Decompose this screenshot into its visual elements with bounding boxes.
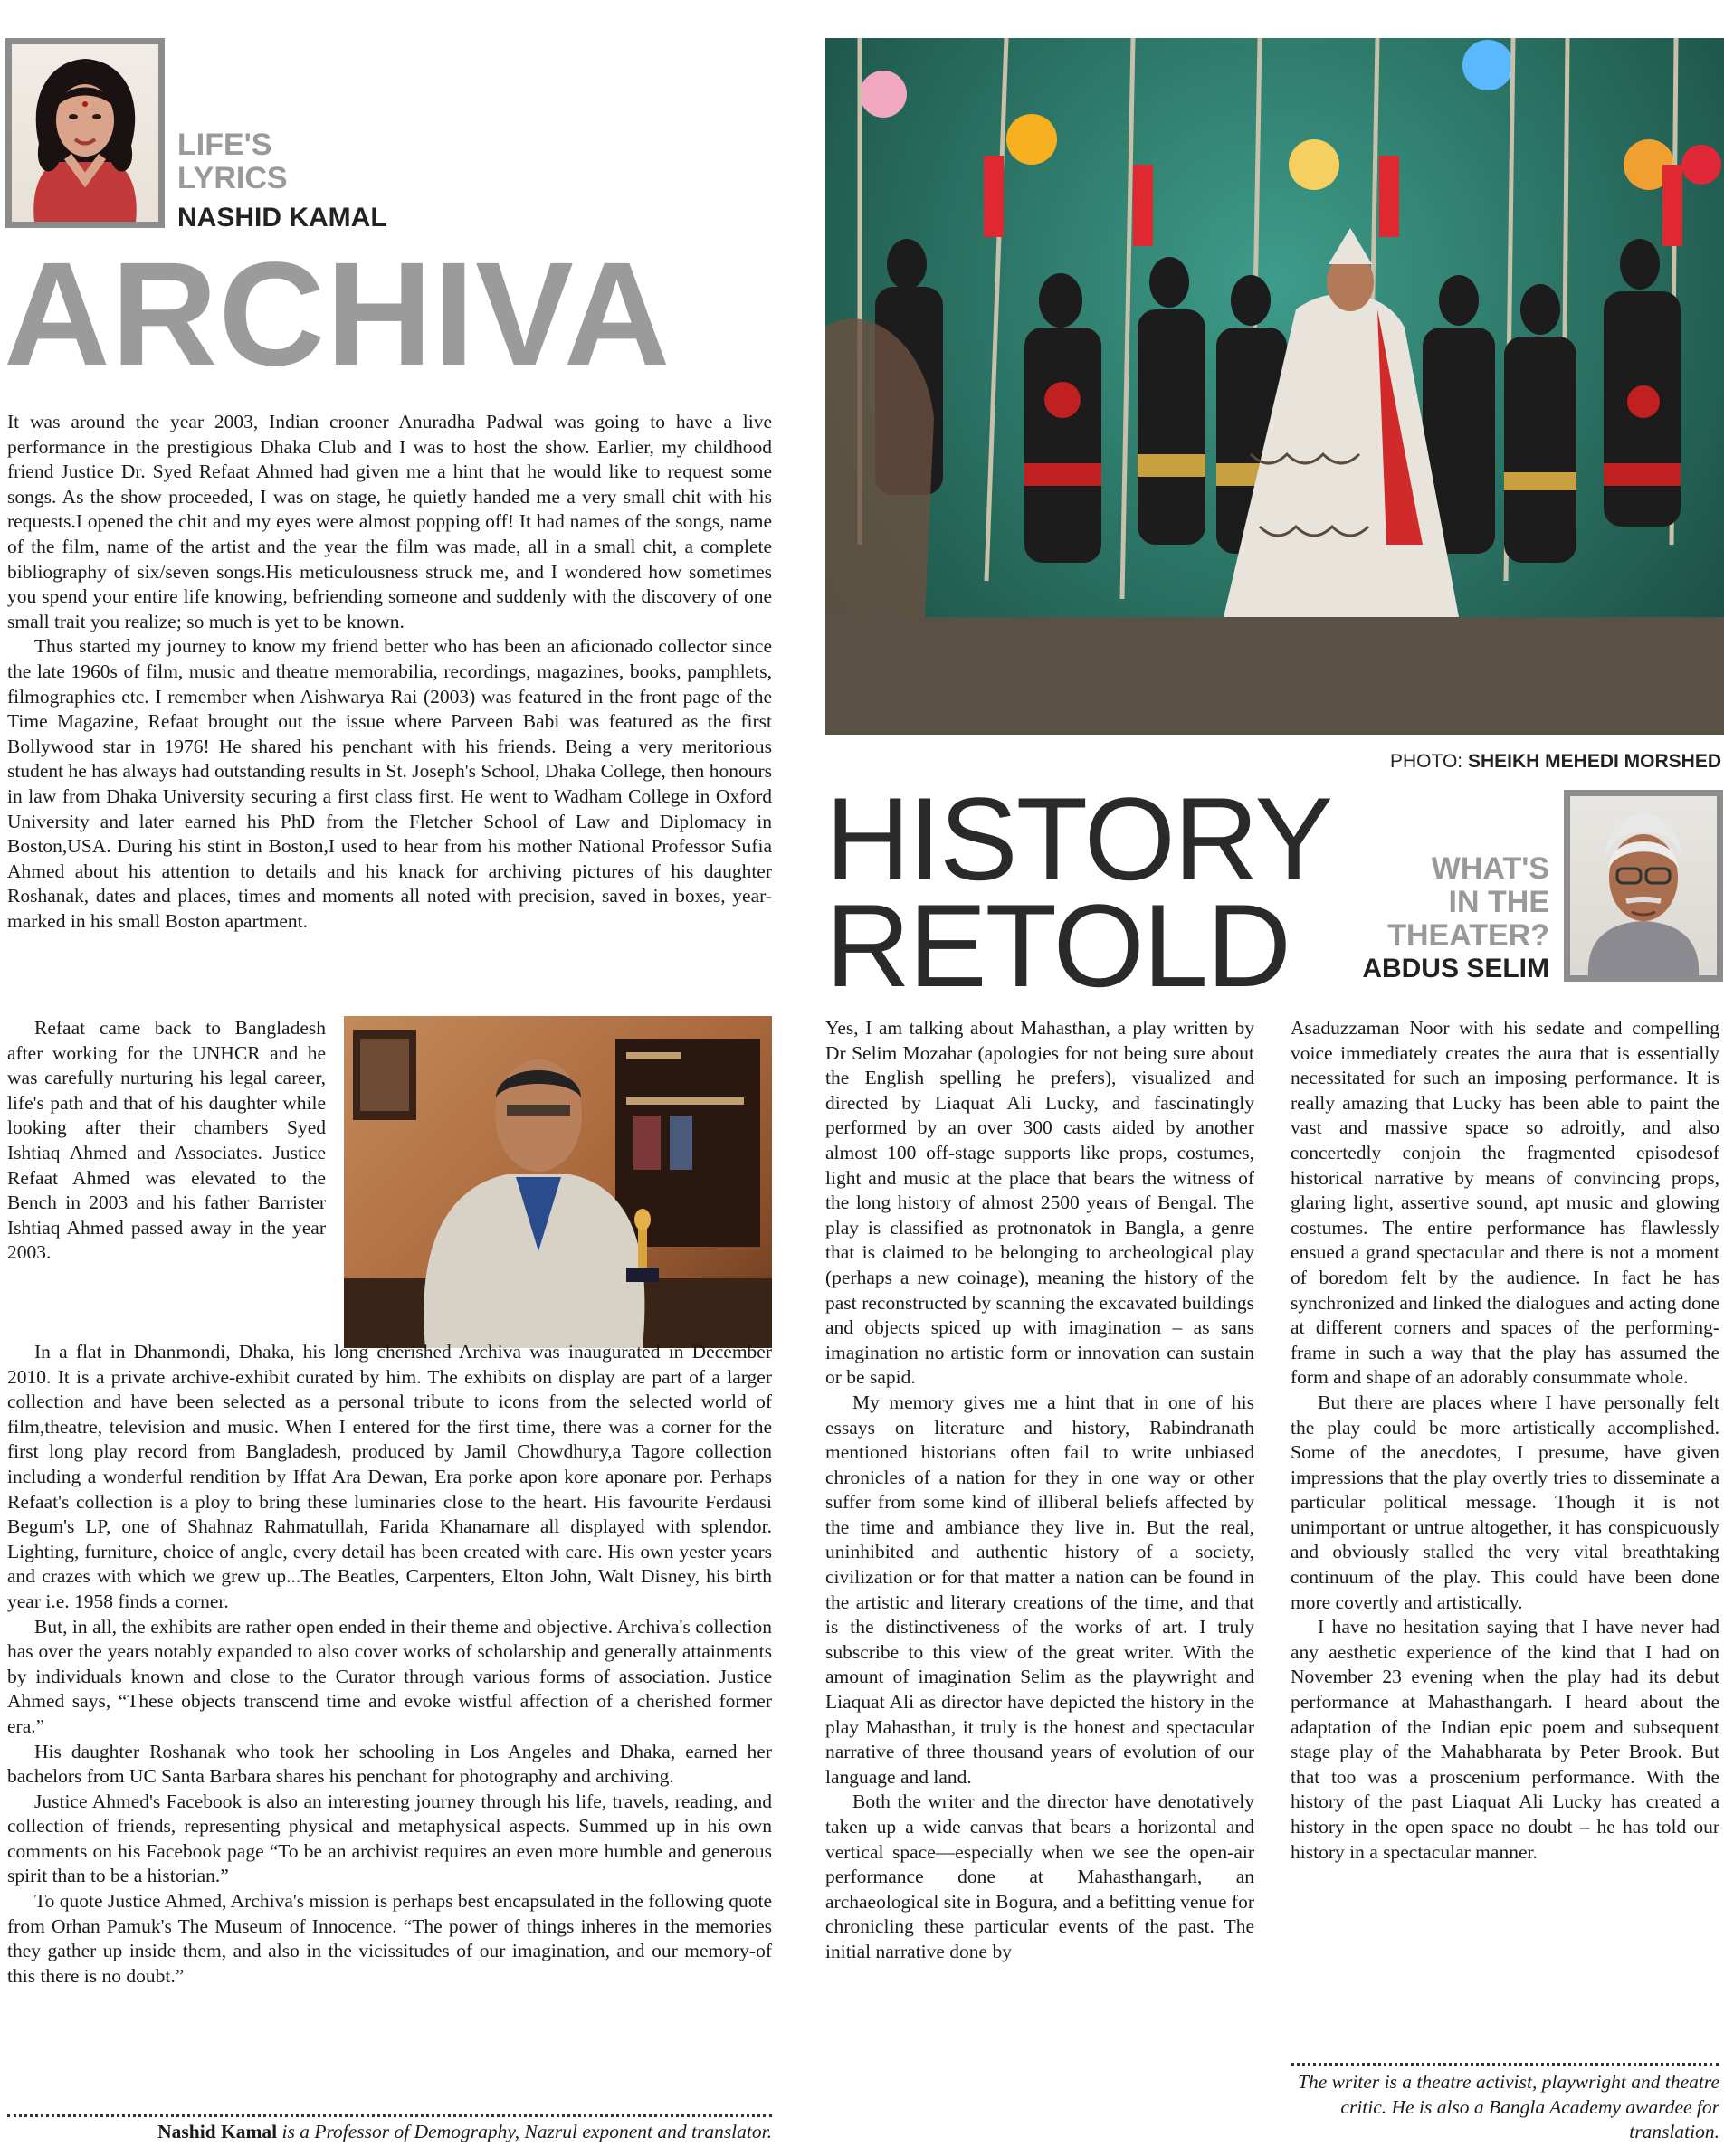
paragraph: His daughter Roshanak who took her schooling in Los Angeles and Dhaka, earned her bachelors from UC Santa Barbara shares his penchant for photography and archiving. [7,1740,772,1788]
article-history-col-b [1291,1016,1719,1865]
author-byline-theater: ABDUS SELIM [1362,954,1549,983]
paragraph: I have no hesitation saying that I have never had any aesthetic experience of the kind that I had on November 23 evening when the play had its debut performance at Mahasthangarh. I heard about the adaptation of the Indian epic poem and subsequent stage play of the Mahabharata by Peter Brook. But that too was a proscenium performance. With the history of the past Liaquat Ali Lucky has created a history in the open space no doubt – he has told our history in a spectacular manner. [1291,1616,1719,1863]
column-tag [177,128,288,195]
photo-credit-name: SHEIKH MEHEDI MORSHED [1467,751,1721,772]
column-tag-theater [1240,852,1549,953]
column-tag-line-2: IN THE [1448,885,1549,919]
paragraph: But there are places where I have personally felt the play could be more artistically accomplished. Some of the anecdotes, I presume, have given impressions that the play overtly tries to disseminate a particular political message. Though it is not unimportant or untrue altogether, it has conspicuously and obviously stalled the very vital breathtaking continuum of the play. This could have been done more covertly and artistically. [1291,1391,1719,1613]
paragraph: Asaduzzaman Noor with his sedate and compelling voice immediately creates the aura that is essentially necessitated for such an imposing performance. It is really amazing that Lucky has been able to paint the vast and massive space so adroitly, and also concertedly conjoin the fragmented episodesof historical narrative by means of convincing props, glaring light, assertive sound, apt music and glowing costumes. The entire performance has flawlessly ensued a grand spectacular and there is not a moment of boredom felt by the audience. In fact he has synchronized and linked the dialogues and acting done at different corners and spaces of the performing-frame in such a way that the play has assumed the form and shape of an adorably consummate whole. [1291,1017,1719,1389]
article-archiva-bottom [7,1340,772,1989]
author-note-left [7,2120,772,2145]
paragraph: Both the writer and the director have denotatively taken up a wide canvas that bears a horizontal and vertical space—especially when we see the open-air performance done at Mahasthangarh, an archaeological site in Bogura, and a befitting venue for chronicling these particular events of the past. The initial narrative done by [825,1790,1254,1962]
column-tag-line-2: LYRICS [177,161,288,195]
portrait-man-icon [1570,796,1717,975]
headline-line-2: RETOLD [825,879,1290,1012]
paragraph: But, in all, the exhibits are rather open ended in their theme and objective. Archiva's collection has over the years notably expanded to also cover works of scholarship and generally attainments by individuals known and close to the Curator through various forms of association. Justice Ahmed says, “These objects transcend time and evoke wistful affection of a cherished former era.” [7,1615,772,1737]
paragraph: Yes, I am talking about Mahasthan, a play written by Dr Selim Mozahar (apologies for not being sure about the English spelling he prefers), visualized and directed by Liaquat Ali Lucky, and fascinatingly performed by an over 300 casts aided by another almost 100 off-stage supports like props, costumes, light and music at the place that bears the witness of the long history of almost 2500 years of Bengal. The play is classified as protnonatok in Bangla, a genre that is claimed to be belonging to archeological play (perhaps a new coinage), meaning the history of the past reconstructed by scanning the excavated buildings and objects spiced up with imagination – as sans imagination no artistic form or innovation can sustain or be sapid. [825,1017,1254,1389]
paragraph: It was around the year 2003, Indian crooner Anuradha Padwal was going to have a live performance in the prestigious Dhaka Club and I was to host the show. Earlier, my childhood friend Justice Dr. Syed Refaat Ahmed had given me a hint that he would like to request some songs. As the show proceeded, I was on stage, he quietly handed me a very small chit with his requests.I opened the chit and my eyes were almost popping off! It had names of the songs, name of the film, name of the artist and the year the film was made, all in a small chit, a complete bibliography of six/seven songs.His meticulousness struck me, and I wondered how sometimes you spend your entire life knowing, befriending someone and suddenly with the discovery of one small trait you realize; so much is yet to be known. [7,411,772,632]
footer-divider-left [7,2114,772,2117]
author-note-right: The writer is a theatre activist, playwright and theatre critic. He is also a Bangla Academy awardee for translation. [1298,2071,1719,2143]
article-archiva-wrap [7,1016,326,1266]
headline-archiva: ARCHIVA [4,231,672,396]
paragraph: In a flat in Dhanmondi, Dhaka, his long cherished Archiva was inaugurated in December 2010. It is a private archive-exhibit curated by him. The exhibits on display are part of a larger collection and have been selected as a personal tribute to icons from the selected world of film,theatre, television and music. When I entered for the first time, there was a corner for the first long play record from Bangladesh, produced by Jamil Chowdhury,a Tagore collection including a wonderful rendition by Iffat Ara Dewan, Era porke apon kore aponare por. Perhaps Refaat's collection is a ploy to bring these luminaries close to the heart. His favourite Ferdausi Begum's LP, one of Shahnaz Rahmatullah, Farida Khanamare all displayed with splendor. Lighting, furniture, choice of angle, every detail has been created with care. His own yester years and crazes with which we grew up...The Beatles, Carpenters, Elton John, Walt Disney, his birth year i.e. 1958 finds a corner. [7,1341,772,1612]
paragraph: Refaat came back to Bangladesh after working for the UNHCR and he was carefully nurturing his legal career, life's path and that of his daughter while looking after their chambers Syed Ishtiaq Ahmed and Associates. Justice Refaat Ahmed was elevated to the Bench in 2003 and his father Barrister Ishtiaq Ahmed passed away in the year 2003. [7,1017,326,1264]
stage-photo-mahasthan [825,38,1724,735]
column-tag-line-1: LIFE'S [177,128,272,162]
column-tag-line-3: THEATER? [1387,918,1549,953]
photo-credit [825,751,1721,773]
paragraph: Thus started my journey to know my friend better who has been an aficionado collector since the late 1960s of film, music and theatre memorabilia, recordings, magazines, books, pamphlets, filmographies etc. I remember when Aishwarya Rai (2003) was featured in the front page of the Time Magazine, Refaat brought out the issue where Parveen Babi was featured as the first Bollywood star in 1976! He shared his penchant with his friends. Being a very meritorious student he has always had outstanding results in St. Joseph's School, Dhaka College, then honours in law from Dhaka University securing a first class first. He went to Wadham College in Oxford University and later earned his PhD from the Fletcher School of Law and Diplomacy in Boston,USA. During his stint in Boston,I used to hear from his mother National Professor Sufia Ahmed about his attention to details and his knack for archiving pictures of his daughter Roshanak, dates and places, times and moments all noted with precision, saved in boxes, year-marked in his small Boston apartment. [7,635,772,932]
article-history-col-a [825,1016,1254,1965]
author-note-text: is a Professor of Demography, Nazrul exponent and translator. [277,2121,772,2142]
author-photo-nashid-kamal [5,38,165,228]
portrait-woman-icon [12,44,158,222]
footer-divider-right [1291,2063,1719,2066]
article-archiva-top [7,410,772,934]
paragraph: Justice Ahmed's Facebook is also an interesting journey through his life, travels, reading, and collection of friends, representing physical and metaphysical aspects. Summed up in his own comments on his Facebook page “To be an archivist requires an even more humble and generous spirit than to be a historian.” [7,1790,772,1887]
paragraph: My memory gives me a hint that in one of his essays on literature and history, Rabindranath mentioned historians often fail to write unbiased chronicles of a nation for they in one way or other suffer from some kind of illiberal beliefs affected by the time and ambiance they live in. But the real, uninhibited and authentic history of a society, civilization or for that matter a nation can be found in the artistic and literary creations of the time, and that is the distinctiveness of the works of art. I truly subscribe to this view of the great writer. With the amount of imagination Selim as the playwright and Liaquat Ali as director have depicted the history in the play Mahasthan, it truly is the honest and spectacular narrative of three thousand years of evolution of our language and land. [825,1391,1254,1788]
article-photo-justice-with-award [344,1016,772,1348]
warriors-on-stage-icon [825,38,1724,735]
author-note-name: Nashid Kamal [157,2121,278,2142]
author-photo-abdus-selim [1564,790,1723,982]
headline-line-1: HISTORY [825,773,1332,905]
man-with-trophy-icon [344,1016,772,1348]
author-byline: NASHID KAMAL [177,203,387,233]
paragraph: To quote Justice Ahmed, Archiva's mission is perhaps best encapsulated in the following quote from Orhan Pamuk's The Museum of Innocence. “The power of things inheres in the memories they gather up inside them, and also in the vicissitudes of our imagination, and our memory-of this there is no doubt.” [7,1890,772,1987]
column-tag-line-1: WHAT'S [1431,851,1549,886]
photo-credit-label: PHOTO: [1390,751,1468,772]
